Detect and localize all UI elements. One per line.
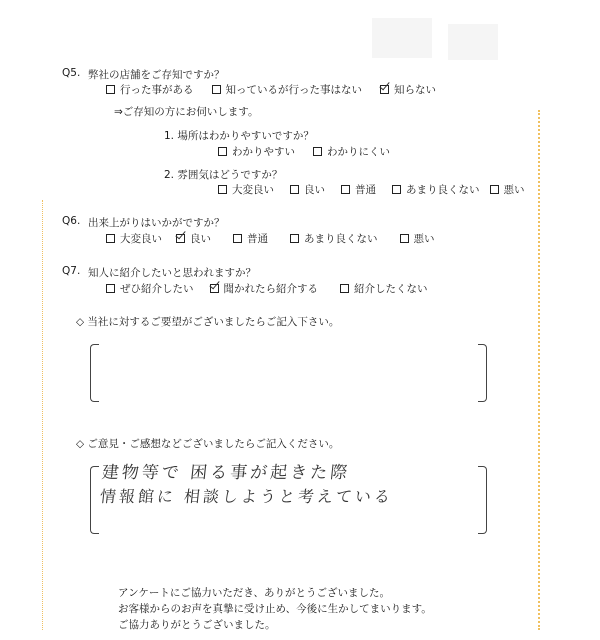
option-label: 知らない [394, 84, 436, 96]
option-label: 悪い [503, 184, 525, 196]
option-label: 普通 [247, 233, 268, 245]
request-box-left-bracket [90, 344, 99, 402]
opinion-prompt: ◇ ご意見・ご感想などございましたらご記入ください。 [76, 438, 340, 450]
checkbox[interactable] [210, 284, 219, 293]
sub2-option-normal[interactable] [341, 182, 376, 197]
q5-options [106, 82, 450, 97]
redacted-area [372, 18, 432, 58]
option-label: あまり良くない [304, 233, 378, 245]
sub2-option-not-good[interactable] [392, 182, 480, 197]
checkbox[interactable] [233, 234, 242, 243]
q5-question: 弊社の店舗をご存知ですか？ [88, 69, 225, 81]
q7-option-no[interactable] [340, 281, 428, 296]
q7-option-if-asked[interactable] [210, 281, 319, 296]
sub2-options [218, 182, 525, 197]
closing-line-3: ご協力ありがとうございました。 [118, 619, 276, 631]
checkbox[interactable] [490, 185, 499, 194]
option-label: わかりにくい [327, 146, 390, 158]
q6-option-good[interactable] [176, 231, 211, 246]
option-label: 大変良い [232, 184, 274, 196]
checkbox[interactable] [380, 85, 389, 94]
q5-option-known-not-visited[interactable] [212, 82, 363, 97]
option-label: 普通 [355, 184, 376, 196]
option-label: 知っているが行った事はない [225, 84, 362, 96]
closing-line-2: お客様からのお声を真摯に受け止め、今後に生かしてまいります。 [118, 603, 432, 615]
closing-line-1: アンケートにご協力いただき、ありがとうございました。 [118, 587, 390, 599]
option-label: 良い [190, 233, 211, 245]
sub2-option-good[interactable] [290, 182, 325, 197]
option-label: ぜひ紹介したい [120, 283, 194, 295]
sub1-option-hard[interactable] [313, 144, 390, 159]
q7-question: 知人に紹介したいと思われますか？ [88, 267, 256, 279]
q6-option-normal[interactable] [233, 231, 268, 246]
q6-option-not-good[interactable] [290, 231, 378, 246]
opinion-handwritten-line-2: 情報館に 相談しようと考えている [98, 487, 394, 506]
sub1-option-easy[interactable] [218, 144, 295, 159]
sub2-option-very-good[interactable] [218, 182, 274, 197]
q6-options [106, 231, 449, 246]
option-label: 聞かれたら紹介する [223, 283, 318, 295]
option-label: 行った事がある [120, 84, 194, 96]
q7-option-definitely[interactable] [106, 281, 194, 296]
checkbox[interactable] [313, 147, 322, 156]
request-answer-area[interactable] [100, 344, 476, 402]
opinion-box-right-bracket [478, 466, 487, 534]
checkbox[interactable] [106, 85, 115, 94]
option-label: 良い [304, 184, 325, 196]
checkbox[interactable] [218, 147, 227, 156]
q5-option-visited[interactable] [106, 82, 194, 97]
q7-options [106, 281, 442, 296]
q5-label: Q5. [62, 67, 81, 79]
sub1-options [218, 144, 404, 159]
checkbox[interactable] [290, 185, 299, 194]
option-label: あまり良くない [406, 184, 480, 196]
option-label: 悪い [413, 233, 435, 245]
checkbox[interactable] [400, 234, 409, 243]
option-label: 紹介したくない [354, 283, 428, 295]
followup-intro: ⇒ご存知の方にお伺いします。 [114, 106, 259, 118]
q6-label: Q6. [62, 215, 81, 227]
q6-option-bad[interactable] [400, 231, 435, 246]
margin-dotted-line [42, 200, 43, 630]
checkbox[interactable] [341, 185, 350, 194]
q6-question: 出来上がりはいかがですか？ [88, 217, 225, 229]
option-label: 大変良い [120, 233, 162, 245]
request-box-right-bracket [478, 344, 487, 402]
checkbox[interactable] [176, 234, 185, 243]
request-prompt: ◇ 当社に対するご要望がございましたらご記入下さい。 [76, 316, 340, 328]
checkbox[interactable] [106, 284, 115, 293]
checkbox[interactable] [340, 284, 349, 293]
opinion-handwritten-line-1: 建物等で 困る事が起きた際 [100, 463, 352, 483]
option-label: わかりやすい [232, 146, 295, 158]
sub2-option-bad[interactable] [490, 182, 525, 197]
checkbox[interactable] [392, 185, 401, 194]
q6-option-very-good[interactable] [106, 231, 162, 246]
sub2-question: 2. 雰囲気はどうですか？ [164, 169, 283, 181]
checkbox[interactable] [290, 234, 299, 243]
checkbox[interactable] [106, 234, 115, 243]
opinion-box-left-bracket [90, 466, 99, 534]
margin-dotted-line [538, 110, 540, 630]
checkbox[interactable] [218, 185, 227, 194]
checkbox[interactable] [212, 85, 221, 94]
sub1-question: 1. 場所はわかりやすいですか？ [164, 130, 314, 142]
q5-option-unknown[interactable] [380, 82, 436, 97]
q7-label: Q7. [62, 265, 81, 277]
redacted-area [448, 24, 498, 60]
